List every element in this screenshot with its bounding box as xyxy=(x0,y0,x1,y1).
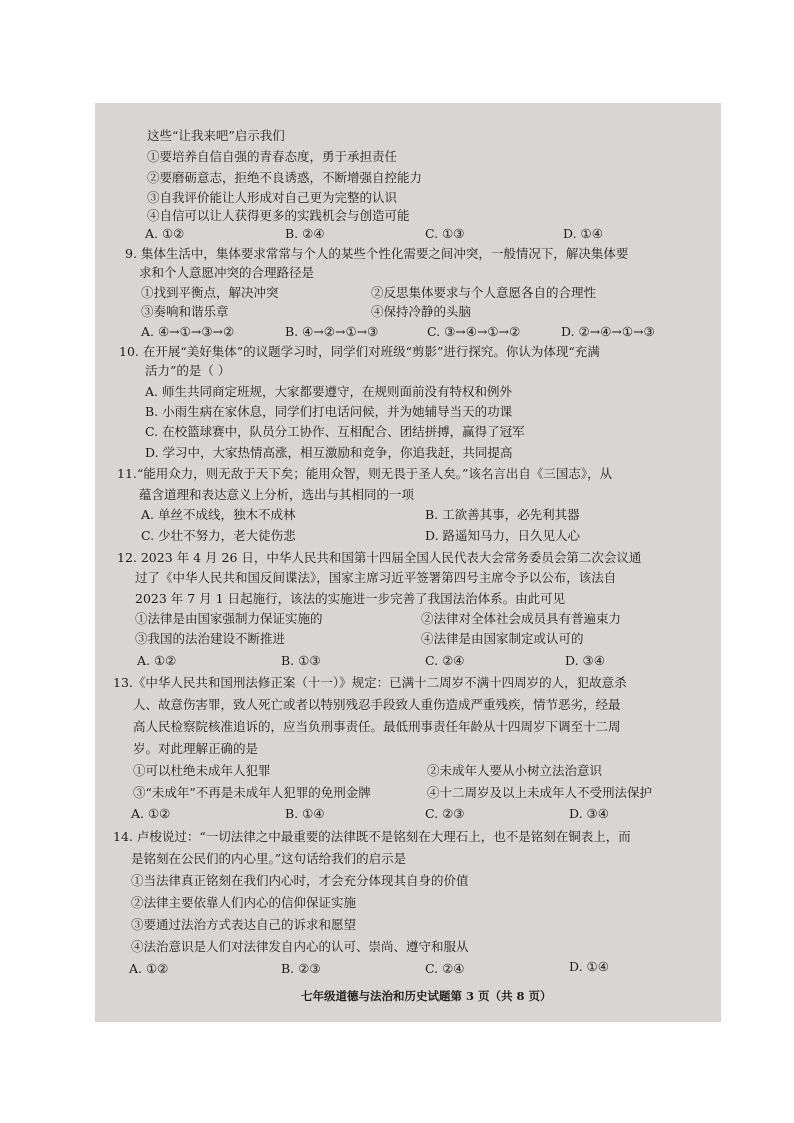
text-line: 11.“能用众力，则无敌于天下矣；能用众智，则无畏于圣人矣。”该名言出自《三国志》，从 xyxy=(117,466,613,481)
text-line: D. 路遥知马力，日久见人心 xyxy=(425,528,581,543)
text-line: B. ①④ xyxy=(285,806,325,821)
text-line: B. 小雨生病在家休息，同学们打电话问候，并为她辅导当天的功课 xyxy=(145,404,513,419)
text-line: ②法律对全体社会成员具有普遍束力 xyxy=(421,611,622,626)
text-line: A. ④→①→③→② xyxy=(141,324,235,339)
text-line: ②法律主要依靠人们内心的信仰保证实施 xyxy=(131,895,357,910)
text-line: D. ①④ xyxy=(563,226,603,241)
text-line: A. ①② xyxy=(145,226,185,241)
text-line: ③自我评价能让人形成对自己更为完整的认识 xyxy=(147,190,398,205)
text-line: ①找到平衡点，解决冲突 xyxy=(141,285,279,300)
text-line: C. 少壮不努力，老大徒伤悲 xyxy=(141,528,296,543)
text-line: A. ①② xyxy=(131,806,171,821)
text-line: ②未成年人要从小树立法治意识 xyxy=(427,763,603,778)
text-line: C. ②③ xyxy=(425,806,465,821)
text-line: C. ①③ xyxy=(425,226,465,241)
text-line: A. ①② xyxy=(137,653,177,668)
text-line: A. 单丝不成线，独木不成林 xyxy=(141,507,296,522)
text-line: 13.《中华人民共和国刑法修正案（十一）》规定：已满十二周岁不满十四周岁的人，犯故意杀 xyxy=(113,675,627,690)
text-line: B. ④→②→①→③ xyxy=(285,324,379,339)
text-line: ②反思集体要求与个人意愿各自的合理性 xyxy=(371,285,597,300)
text-line: D. ①④ xyxy=(569,959,609,974)
text-line: B. ②④ xyxy=(285,226,325,241)
text-line: D. ③④ xyxy=(565,653,605,668)
text-line: ③我国的法治建设不断推进 xyxy=(135,631,286,646)
text-line: ④十二周岁及以上未成年人不受刑法保护 xyxy=(427,785,653,800)
text-line: B. ①③ xyxy=(281,653,321,668)
text-line: 这些“让我来吧”启示我们 xyxy=(147,128,285,143)
text-line: ④自信可以让人获得更多的实践机会与创造可能 xyxy=(147,208,410,223)
text-line: 10. 在开展“美好集体”的议题学习时，同学们对班级“剪影”进行探究。你认为体现“充满 xyxy=(119,344,600,359)
text-line: C. ②④ xyxy=(425,961,465,976)
text-line: 求和个人意愿冲突的合理路径是 xyxy=(139,265,315,280)
text-line: A. ①② xyxy=(129,961,169,976)
text-line: ③“未成年”不再是未成年人犯罪的免刑金牌 xyxy=(133,785,371,800)
text-line: B. ②③ xyxy=(281,961,321,976)
text-line: B. 工欲善其事，必先利其器 xyxy=(425,507,580,522)
text-line: 过了《中华人民共和国反间谍法》，国家主席习近平签署第四号主席令予以公布，该法自 xyxy=(135,570,617,585)
text-line: C. ③→④→①→② xyxy=(427,324,521,339)
text-line: 岁。对此理解正确的是 xyxy=(133,741,259,756)
text-line: C. ②④ xyxy=(425,653,465,668)
text-line: 高人民检察院核准追诉的，应当负刑事责任。最低刑事责任年龄从十四周岁下调至十二周 xyxy=(133,719,621,734)
text-line: ④法律是由国家制定或认可的 xyxy=(421,631,584,646)
text-line: ④法治意识是人们对法律发自内心的认可、崇尚、遵守和服从 xyxy=(131,939,469,954)
text-line: 9. 集体生活中，集体要求常常与个人的某些个性化需要之间冲突，一般情况下，解决集体要 xyxy=(125,246,629,261)
text-line: A. 师生共同商定班规，大家都要遵守，在规则面前没有特权和例外 xyxy=(145,384,512,399)
text-line: 人、故意伤害罪，致人死亡或者以特别残忍手段致人重伤造成严重残疾，情节恶劣，经最 xyxy=(133,697,621,712)
text-line: ③奏响和谐乐章 xyxy=(141,304,229,319)
text-line: ④保持冷静的头脑 xyxy=(371,304,472,319)
text-line: D. ③④ xyxy=(569,806,609,821)
text-line: ③要通过法治方式表达自己的诉求和愿望 xyxy=(131,917,357,932)
text-line: ①可以杜绝未成年人犯罪 xyxy=(133,763,271,778)
text-line: ①要培养自信自强的青春态度，勇于承担责任 xyxy=(147,149,398,164)
text-line: 是铭刻在公民们的内心里。”这句话给我们的启示是 xyxy=(131,851,407,866)
text-line: ①法律是由国家强制力保证实施的 xyxy=(135,611,323,626)
text-line: 2023 年 7 月 1 日起施行，该法的实施进一步完善了我国法治体系。由此可见 xyxy=(135,591,566,606)
text-line: D. 学习中，大家热情高涨，相互激励和竞争，你追我赶，共同提高 xyxy=(145,445,513,460)
exam-page xyxy=(95,103,721,1022)
text-line: 12. 2023 年 4 月 26 日，中华人民共和国第十四届全国人民代表大会常务委员会第二次会议通 xyxy=(117,550,642,565)
text-line: 蕴含道理和表达意义上分析，选出与其相同的一项 xyxy=(139,487,415,502)
text-line: 活力”的是（ ） xyxy=(145,363,231,378)
page-footer: 七年级道德与法治和历史试题第 3 页（共 8 页） xyxy=(301,989,552,1003)
text-line: 14. 卢梭说过：“一切法律之中最重要的法律既不是铭刻在大理石上，也不是铭刻在铜表上，而 xyxy=(113,829,631,844)
text-line: ②要磨砺意志，拒绝不良诱惑，不断增强自控能力 xyxy=(147,170,423,185)
text-line: ①当法律真正铭刻在我们内心时，才会充分体现其自身的价值 xyxy=(131,873,469,888)
text-line: C. 在校篮球赛中，队员分工协作、互相配合、团结拼搏，赢得了冠军 xyxy=(145,424,525,439)
text-line: D. ②→④→①→③ xyxy=(561,324,655,339)
